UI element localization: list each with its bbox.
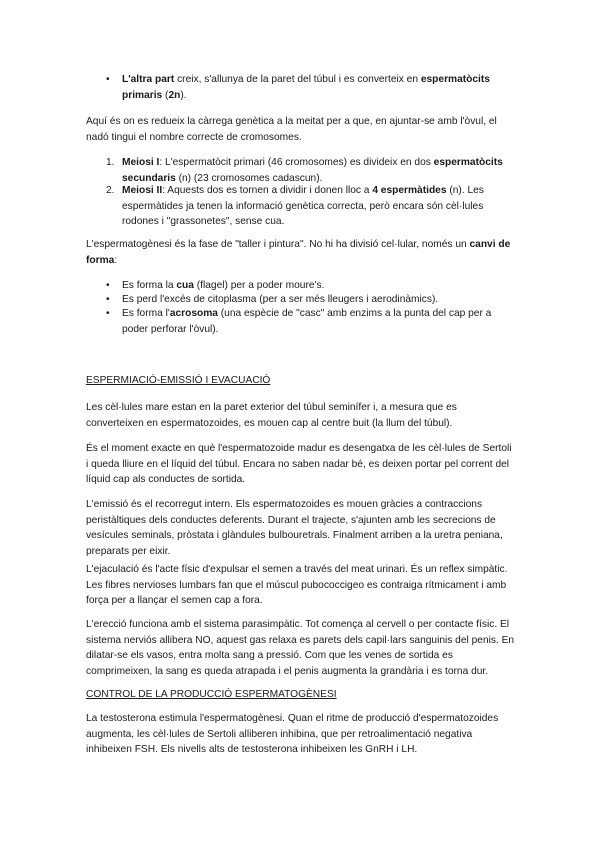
bold-text: canvi de forma <box>86 239 511 266</box>
text: Es perd l'excés de citoplasma (per a ser més lleugers i aerodinàmics). <box>122 294 439 305</box>
meiosis-item-1 <box>106 155 516 186</box>
bold-text: espermatòcits primaris <box>122 74 490 101</box>
paragraph-erection: L'erecció funciona amb el sistema parasimpàtic. Tot comença al cervell o per contacte físic. El sistema nerviós allibera NO, aquest gas relaxa es parets dels capil·lars sanguinis del penis. En dilatar-se els vasos, entra molta sang a pressió. Com que les venes de sortida es comprimeixen, la sang es queda atrapada i el penis augmenta la grandària i es torna dur. <box>86 619 515 677</box>
bold-text: 4 espermàtides <box>372 185 447 196</box>
text: L'espermatogènesi és la fase de "taller i pintura". No hi ha divisió cel·lular, només un <box>86 239 470 250</box>
bold-text: 2n <box>168 89 181 101</box>
paragraph-stem-cells: Les cèl·lules mare estan en la paret exterior del túbul seminífer i, a mesura que es converteixen en espermatozoides, es mouen cap al centre buit (la llum del túbul). <box>86 402 457 429</box>
text: : L'espermatòcit primari (46 cromosomes) es divideix en dos <box>159 157 434 168</box>
bullet-dot: • <box>106 308 110 319</box>
list-number: 1. <box>106 157 115 168</box>
text: Es forma l' <box>122 308 170 319</box>
text: (flagel) per a poder moure's. <box>193 280 325 291</box>
shape-bullet-3 <box>106 306 516 337</box>
bold-text: Meiosi II <box>122 185 163 196</box>
paragraph-ejaculation: L'ejaculació és l'acte físic d'expulsar el semen a través del meat urinari. És un reflex simpàtic. Les fibres nervioses lumbars fan que el múscul pubococcigeo es contraiga rítmicament i amb força per a llançar el semen cap a fora. <box>86 564 508 606</box>
paragraph-hormonal-control: La testosterona estimula l'espermatogènesi. Quan el ritme de producció d'espermatozoides augmenta, les cèl·lules de Sertoli alliberen inhibina, que per retroalimentació negativa inhibeixen FSH. Els nivells alts de testosterona inhibeixen les GnRH i LH. <box>86 713 499 755</box>
text: ). <box>180 89 187 101</box>
text: (n) (23 cromosomes cadascun). <box>175 172 323 184</box>
paragraph-spermiation: És el moment exacte en què l'espermatozoide madur es desengatxa de les cèl·lules de Sertoli i queda lliure en el líquid del túbul. Encara no saben nadar bé, es deixen portar pel corrent del líquid cap als conductes de sortida. <box>86 443 512 485</box>
paragraph-reduction: Aquí és on es redueix la càrrega genètica a la meitat per a que, en ajuntar-se amb l'òvul, el nadó tingui el nombre correcte de cromosomes. <box>86 116 497 143</box>
bullet-dot: • <box>106 74 110 85</box>
bold-text: Meiosi I <box>122 157 160 168</box>
paragraph-spermatogenesis <box>86 237 516 268</box>
bullet-dot: • <box>106 294 110 305</box>
bold-text: acrosoma <box>169 308 218 319</box>
text: (una espècie de "casc" amb enzims a la punta del cap per a poder perforar l'òvul). <box>122 308 492 335</box>
intro-bullet <box>106 72 516 103</box>
meiosis-item-2 <box>106 183 516 230</box>
section-heading-emission: ESPERMIACIÓ-EMISSIÓ I EVACUACIÓ <box>86 375 271 386</box>
bold-text: espermatòcits secundaris <box>122 157 503 184</box>
text: creix, s'allunya de la paret del túbul i es converteix en <box>174 74 421 85</box>
bold-text: L'altra part <box>122 74 175 85</box>
bold-text: cua <box>176 280 194 291</box>
paragraph-emission: L'emissió és el recorregut intern. Els espermatozoides es mouen gràcies a contraccions peristàltiques dels conductes deferents. Durant el trajecte, s'ajunten amb les secrecions de vesícules seminals, pròstata i glàndules bulbouretrals. Finalment arriben a la uretra peniana, preparats per eixir. <box>86 499 503 557</box>
text: ( <box>162 89 169 101</box>
text: : Aquests dos es tornen a dividir i donen lloc a <box>162 185 373 196</box>
bullet-dot: • <box>106 280 110 291</box>
text: Es forma la <box>122 280 177 291</box>
text: : <box>114 254 118 266</box>
section-heading-control: CONTROL DE LA PRODUCCIÓ ESPERMATOGÈNESI <box>86 689 337 700</box>
list-number: 2. <box>106 185 115 196</box>
text: (n). Les espermàtides ja tenen la informació genètica correcta, però encara són cèl·lules rodones i "grassonetes", sense cua. <box>122 185 484 227</box>
